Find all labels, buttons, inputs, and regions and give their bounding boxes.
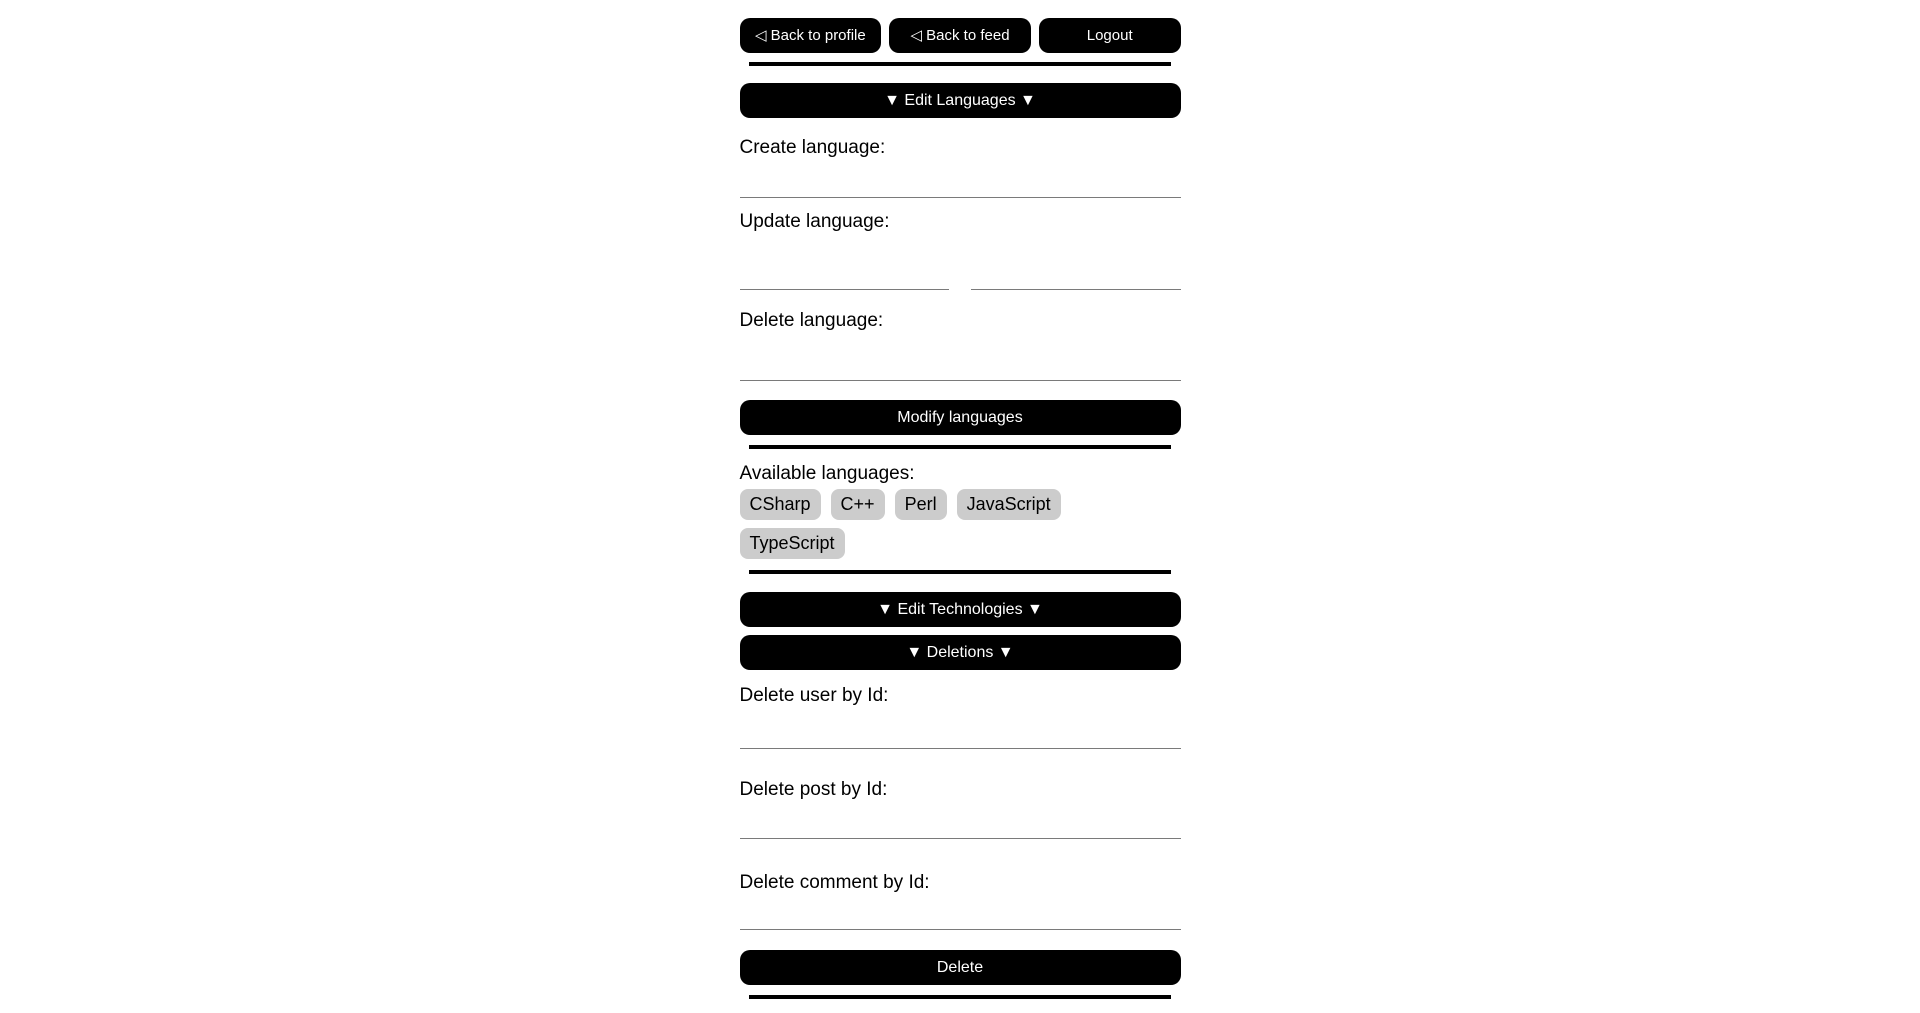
delete-user-by-id-label: Delete user by Id: — [739, 685, 889, 706]
update-language-inputs — [740, 233, 1181, 290]
deletions-toggle[interactable]: ▼ Deletions ▼ — [740, 635, 1181, 670]
edit-technologies-toggle[interactable]: ▼ Edit Technologies ▼ — [740, 592, 1181, 627]
update-language-old-input[interactable] — [740, 233, 950, 290]
delete-comment-by-id-label: Delete comment by Id: — [739, 872, 930, 893]
modify-languages-button[interactable]: Modify languages — [740, 400, 1181, 435]
available-languages-label: Available languages: — [739, 463, 915, 484]
divider — [749, 995, 1171, 999]
divider — [749, 570, 1171, 574]
language-chip: CSharp — [740, 489, 821, 520]
divider — [749, 445, 1171, 449]
update-language-label: Update language: — [739, 211, 890, 232]
language-chip: JavaScript — [957, 489, 1061, 520]
delete-post-by-id-label: Delete post by Id: — [739, 779, 888, 800]
create-language-label: Create language: — [739, 137, 886, 158]
back-to-feed-button[interactable]: ◁ Back to feed — [889, 18, 1031, 53]
delete-post-id-input[interactable] — [740, 801, 1181, 839]
delete-language-input[interactable] — [740, 332, 1181, 381]
available-languages-list — [740, 489, 1160, 559]
divider — [749, 62, 1171, 66]
delete-button[interactable]: Delete — [740, 950, 1181, 985]
admin-panel — [740, 0, 1181, 1013]
back-to-profile-button[interactable]: ◁ Back to profile — [740, 18, 882, 53]
top-nav — [740, 18, 1181, 53]
delete-user-id-input[interactable] — [740, 707, 1181, 749]
language-chip: TypeScript — [740, 528, 845, 559]
logout-button[interactable]: Logout — [1039, 18, 1181, 53]
delete-comment-id-input[interactable] — [740, 894, 1181, 930]
create-language-input[interactable] — [740, 159, 1181, 198]
language-chip: Perl — [895, 489, 947, 520]
language-chip: C++ — [831, 489, 885, 520]
edit-languages-toggle[interactable]: ▼ Edit Languages ▼ — [740, 83, 1181, 118]
update-language-new-input[interactable] — [971, 233, 1181, 290]
delete-language-label: Delete language: — [739, 310, 884, 331]
